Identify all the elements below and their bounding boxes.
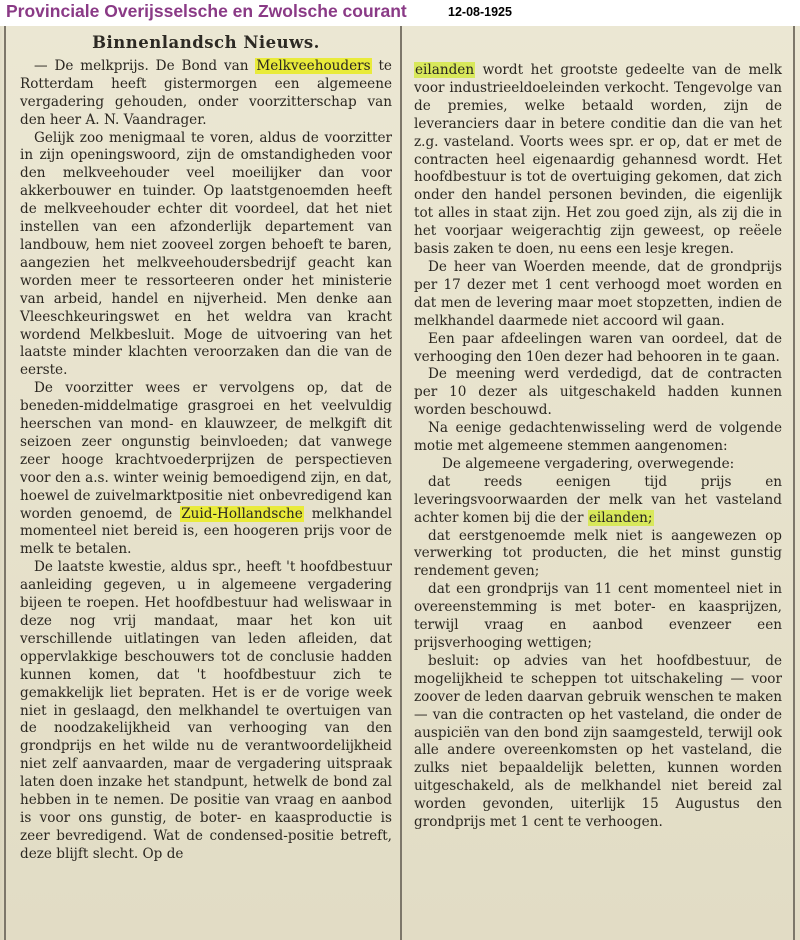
paragraph: dat een grondprijs van 11 cent momenteel niet in overeenstemming is met boter- en kaasprijzen, terwijl vraag en aanbod evenzeer een prijsverhooging wettigen; (414, 581, 782, 651)
paragraph: dat eerstgenoemde melk niet is aangewezen op verwerking tot producten, die het minst gunstig rendement geven; (414, 527, 782, 580)
paragraph: besluit: op advies van het hoofdbestuur, de mogelijkheid te scheppen tot uitschakeling — voor zoover de leden daarvan gebruik wenschen te maken — van die contracten op het vasteland, die onder de auspiciën van den bond zijn saamgesteld, terwijl ook alle andere overeenkomsten op het vasteland, die zulks niet bepaaldelijk beletten, kunnen worden uitgeschakeld, als de melkhandel niet bereid zal worden gevonden, uiterlijk 15 Augustus den grondprijs met 1 cent te verhoogen. (414, 652, 782, 831)
paragraph (20, 58, 392, 130)
paragraph (414, 474, 782, 528)
paragraph (414, 62, 782, 259)
newspaper-clipping (0, 26, 800, 940)
page-header (0, 0, 800, 26)
paragraph-text: wordt het grootste gedeelte van de melk voor industrieeldoeleinden verkocht. Tengevolge van de premies, welke betaald worden, zijn de leveranciers daar in betere conditie dan die van het z.g. vasteland. Voorts wees spr. er op, dat er met de contracten heel eigenaardig gehannesd wordt. Het hoofdbestuur is tot de overtuiging gekomen, dat zich onder den handel personen bevinden, die eigenlijk tot alles in staat zijn. Het zou goed zijn, als zij die in het voorjaar weigerachtig zijn geweest, op reëele basis zaken te doen, nu eens een lesje kregen. (414, 62, 782, 258)
section-heading: Binnenlandsch Nieuws. (92, 33, 320, 52)
paragraph-text: dat reeds eenigen tijd prijs en leveringsvoorwaarden der melk van het vasteland achter komen bij die der (414, 473, 782, 526)
column-rule-right (793, 26, 795, 940)
article-column-right (414, 62, 782, 832)
paragraph: De algemeene vergadering, overwegende: (442, 455, 735, 472)
paragraph: De laatste kwestie, aldus spr., heeft 't hoofdbestuur aanleiding gegeven, u in algemeene vergadering bijeen te roepen. Het hoofdbestuur had weliswaar in deze nog vrij mandaat, maar het kon uit verschillende uitlatingen van leden afleiden, dat oppervlakkige beschouwers tot de conclusie hadden kunnen komen, dat 't hoofdbestuur zich te gemakkelijk liet bepraten. Het is er de vorige week niet in geslaagd, den melkhandel te overtuigen van de noodzakelijkheid van verhooging van den grondprijs en het wilde nu de verantwoordelijkheid niet zelf aanvaarden, maar de vergadering uitspraak laten doen inzake het standpunt, hetwelk de bond zal hebben in te nemen. De positie van vraag en aanbod is voor ons gunstig, de boter- en kaasproductie is zeer bevredigend. Wat de condensed-positie betreft, deze blijft slecht. Op de (20, 559, 392, 862)
paragraph: De heer van Woerden meende, dat de grondprijs per 17 dezer met 1 cent verhoogd moet worden en dat men de levering maar moet stopzetten, indien de melkhandel daarmede niet accoord wil gaan. (414, 258, 782, 329)
paragraph: De meening werd verdedigd, dat de contracten per 10 dezer als uitgeschakeld hadden kunnen worden beschouwd. (414, 366, 782, 419)
column-rule-middle (400, 26, 402, 940)
paragraph: Gelijk zoo menigmaal te voren, aldus de voorzitter in zijn openingswoord, zijn de omstandigheden voor den melkveehouder veel moeilijker dan voor akkerbouwer en tuinder. Op laatstgenoemden heeft de melkveehouder echter dit voordeel, dat het niet instellen van een afzonderlijk departement van landbouw, hem niet zooveel zorgen behoeft te baren, aangezien het melkveehoudersbedrijf geacht kan worden meer te ressorteeren onder het ministerie van arbeid, handel en nijverheid. Men denke aan Vleeschkeuringswet en het weldra van kracht wordend Melkbesluit. Moge de uitvoering van het laatste minder klachten veroorzaken dan die van de eerste. (20, 129, 392, 379)
paragraph (20, 380, 392, 559)
paragraph-text: melkhandel momenteel niet bereid is, een hoogeren prijs voor de melk te betalen. (20, 505, 392, 558)
paragraph: Na eenige gedachtenwisseling werd de volgende motie met algemeene stemmen aangenomen: (414, 420, 782, 455)
paragraph-text: te Rotterdam heeft gistermorgen een algemeene vergadering gehouden, onder voorzitterschap van den heer A. N. Vaandrager. (20, 57, 392, 128)
issue-date: 12-08-1925 (448, 5, 512, 19)
paragraph-text: De voorzitter wees er vervolgens op, dat de beneden-middelmatige grasgroei en het veelvuldig heerschen van mond- en klauwzeer, de melkgift dit seizoen zeer ongunstig beinvloeden; dat vanwege zeer hooge krachtvoederprijzen de perspectieven voor den a.s. winter weinig bemoedigend zijn, en dat, hoewel de zuivelmarktpositie niet onbevredigend kan worden genoemd, de (20, 380, 392, 522)
paragraph: Een paar afdeelingen waren van oordeel, dat de verhooging den 10en dezer had behooren in te gaan. (414, 330, 782, 365)
highlighted-term: eilanden (415, 62, 475, 78)
article-column-left (20, 34, 392, 864)
newspaper-title: Provinciale Overijsselsche en Zwolsche courant (6, 1, 407, 21)
highlighted-term: eilanden; (588, 509, 653, 526)
column-rule-left (4, 26, 6, 940)
paragraph-text: — De melkprijs. De Bond van (34, 57, 256, 74)
highlighted-term: Melkveehouders (256, 57, 371, 74)
highlighted-term: Zuid-Hollandsche (181, 505, 303, 522)
